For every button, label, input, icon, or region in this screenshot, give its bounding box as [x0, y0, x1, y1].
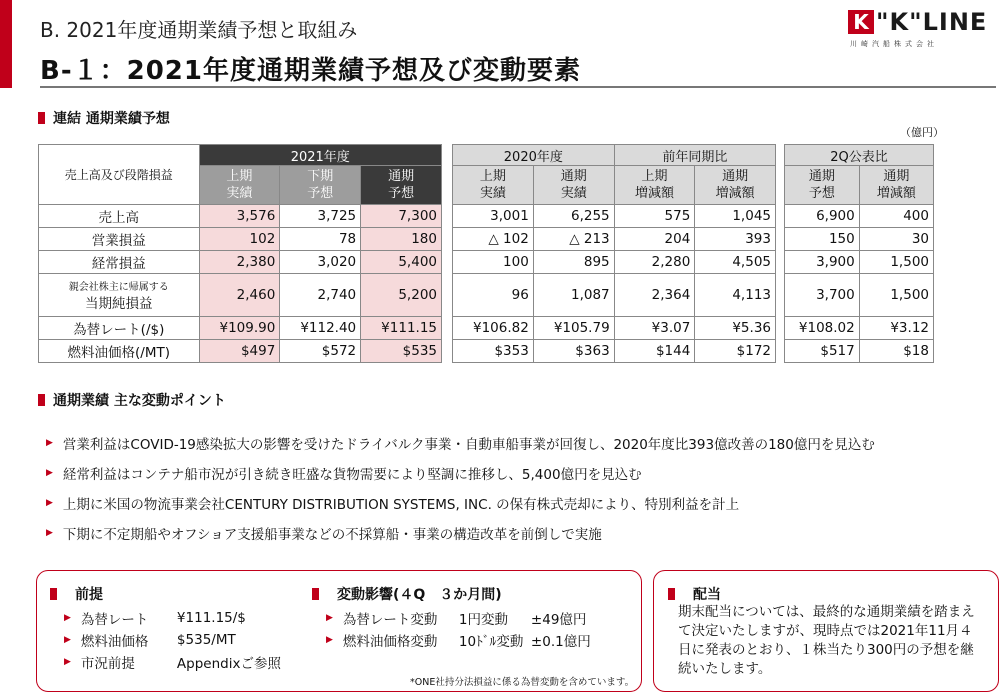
title-divider [40, 86, 996, 88]
sensitivity-item-fuel: ▶ 燃料油価格変動 10ﾄﾞﾙ変動 ±0.1億円 [326, 634, 591, 650]
subhead-h2-forecast: 下期 予想 [280, 166, 361, 205]
table-row: 6,900 400 [785, 205, 934, 228]
logo-subtitle: 川崎汽船株式会社 [850, 40, 938, 48]
list-item: ▶ 経常利益はコンテナ船市況が引き続き旺盛な貨物需要により堅調に推移し、5,400億円を見込む [46, 467, 642, 483]
subhead-2020-fy: 通期 実績 [533, 166, 614, 205]
table-row: 経常損益 2,380 3,020 5,400 [39, 251, 442, 274]
dividend-heading: 配当 [668, 584, 721, 604]
list-item: ▶ 営業利益はCOVID-19感染拡大の影響を受けたドライバルク事業・自動車船事業が回復し、2020年度比393億改善の180億円を見込む [46, 437, 875, 453]
subhead-h1-actual: 上期 実績 [199, 166, 280, 205]
accent-bar [0, 0, 12, 88]
dividend-text: 期末配当については、最終的な通期業績を踏まえて決定いたしますが、現時点では2021年11月４日に発表のとおり、１株当たり300円の予想を継続いたします。 [678, 604, 975, 677]
group-header-yoy: 前年同期比 [614, 145, 775, 166]
section-heading-points [38, 390, 226, 410]
subhead-yoy-fy: 通期 増減額 [695, 166, 776, 205]
table-row: 3,700 1,500 [785, 274, 934, 317]
table-row: 3,900 1,500 [785, 251, 934, 274]
list-item: ▶ 上期に米国の物流事業会社CENTURY DISTRIBUTION SYSTEMS, INC. の保有株式売却により、特別利益を計上 [46, 497, 740, 513]
triangle-bullet-icon: ▶ [326, 613, 333, 623]
sensitivity-footnote: *ONE社持分法損益に係る為替変動を含めています。 [410, 677, 635, 688]
logo-k-mark: K [848, 10, 874, 34]
triangle-bullet-icon: ▶ [64, 613, 71, 623]
triangle-bullet-icon: ▶ [46, 498, 53, 508]
row-header-label: 売上高及び段階損益 [39, 145, 200, 205]
company-logo [848, 8, 998, 48]
table-row: △ 102 △ 213 204 393 [453, 228, 776, 251]
square-bullet-icon [668, 588, 675, 600]
forecast-table-2020-yoy [452, 144, 776, 363]
table-row: 為替レート(/$) ¥109.90 ¥112.40 ¥111.15 [39, 317, 442, 340]
table-row: ¥108.02 ¥3.12 [785, 317, 934, 340]
table-row: 燃料油価格(/MT) $497 $572 $535 [39, 340, 442, 363]
table-row: 96 1,087 2,364 4,113 [453, 274, 776, 317]
triangle-bullet-icon: ▶ [46, 528, 53, 538]
table-row: $353 $363 $144 $172 [453, 340, 776, 363]
square-bullet-icon [50, 588, 57, 600]
square-bullet-icon [312, 588, 319, 600]
table-row: 150 30 [785, 228, 934, 251]
table-row: 3,001 6,255 575 1,045 [453, 205, 776, 228]
table-row: 100 895 2,280 4,505 [453, 251, 776, 274]
square-bullet-icon [38, 394, 45, 406]
section-heading-text: 通期業績 主な変動ポイント [53, 393, 226, 409]
triangle-bullet-icon: ▶ [46, 468, 53, 478]
table-row: 親会社株主に帰属する 当期純損益 2,460 2,740 5,200 [39, 274, 442, 317]
subhead-yoy-h1: 上期 増減額 [614, 166, 695, 205]
list-item: ▶ 下期に不定期船やオフショア支援船事業などの不採算船・事業の構造改革を前倒しで実施 [46, 527, 602, 543]
forecast-table-2021 [38, 144, 442, 363]
subhead-2q-forecast: 通期 予想 [785, 166, 860, 205]
sensitivity-heading: 変動影響(４Q ３か月間) [312, 584, 502, 604]
page-title: B-１：2021年度通期業績予想及び変動要素 [40, 56, 581, 86]
group-header-2021: 2021年度 [199, 145, 441, 166]
section-heading-text: 連結 通期業績予想 [53, 111, 170, 127]
subhead-2020-h1: 上期 実績 [453, 166, 534, 205]
unit-label: （億円） [900, 126, 944, 139]
triangle-bullet-icon: ▶ [64, 635, 71, 645]
triangle-bullet-icon: ▶ [64, 657, 71, 667]
premise-item-fuel: ▶ 燃料油価格 $535/MT [64, 632, 236, 650]
logo-wordmark: "K"LINE [876, 8, 988, 36]
key-points-list [46, 428, 875, 548]
sensitivity-item-fx: ▶ 為替レート変動 1円変動 ±49億円 [326, 612, 587, 628]
premise-item-fx: ▶ 為替レート ¥111.15/$ [64, 610, 246, 628]
forecast-table-2q [784, 144, 934, 363]
section-pretitle: B. 2021年度通期業績予想と取組み [40, 18, 358, 42]
group-header-2020: 2020年度 [453, 145, 615, 166]
subhead-fy-forecast: 通期 予想 [361, 166, 442, 205]
table-row: 営業損益 102 78 180 [39, 228, 442, 251]
table-row: $517 $18 [785, 340, 934, 363]
table-row: ¥106.82 ¥105.79 ¥3.07 ¥5.36 [453, 317, 776, 340]
triangle-bullet-icon: ▶ [326, 635, 333, 645]
section-heading-forecast [38, 108, 170, 128]
square-bullet-icon [38, 112, 45, 124]
triangle-bullet-icon: ▶ [46, 438, 53, 448]
subhead-2q-diff: 通期 増減額 [859, 166, 933, 205]
premise-item-market: ▶ 市況前提 Appendixご参照 [64, 656, 281, 672]
table-row: 売上高 3,576 3,725 7,300 [39, 205, 442, 228]
premise-heading: 前提 [50, 584, 103, 604]
group-header-2q: 2Q公表比 [785, 145, 934, 166]
